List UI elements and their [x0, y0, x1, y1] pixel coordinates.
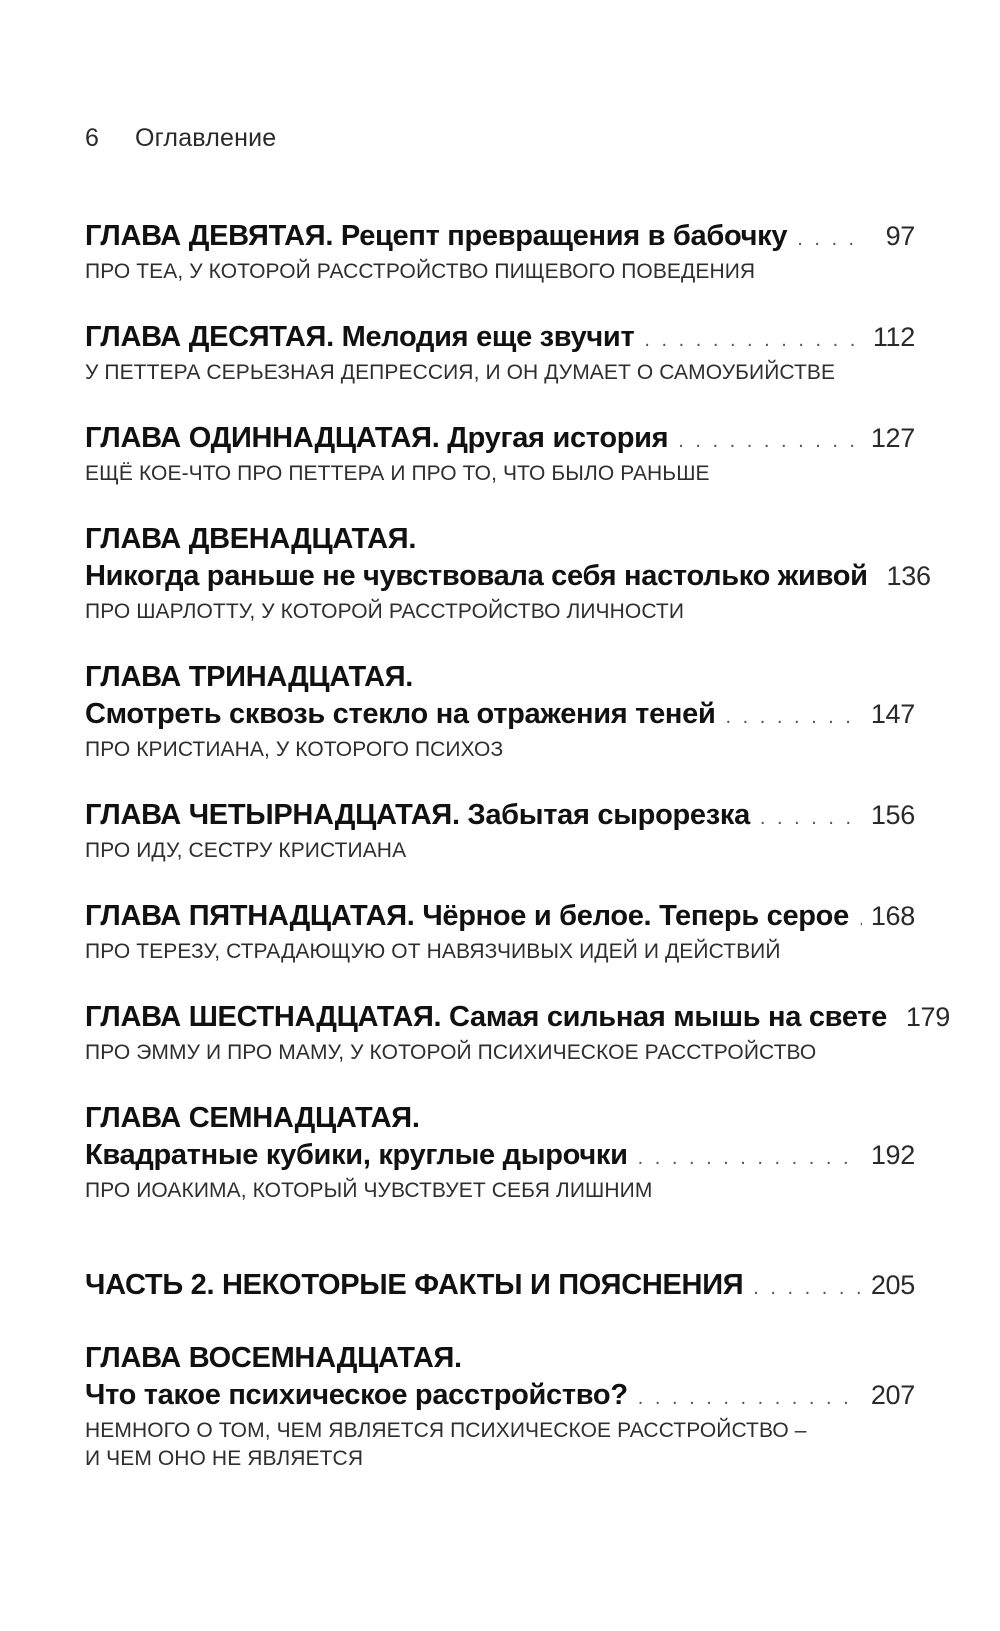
dot-leader [753, 1270, 862, 1307]
chapter-title: Другая история [447, 422, 669, 454]
toc-title-row [85, 420, 915, 460]
dot-leader [760, 800, 862, 837]
running-header [85, 124, 276, 153]
toc-subtitle: ПРО ИОАКИМА, КОТОРЫЙ ЧУВСТВУЕТ СЕБЯ ЛИШНИМ [85, 1179, 653, 1202]
header-title: Оглавление [135, 124, 277, 152]
page-reference: 112 [872, 322, 915, 352]
toc-subtitle: ПРО КРИСТИАНА, У КОТОРОГО ПСИХОЗ [85, 738, 504, 761]
toc-title-row [85, 1377, 915, 1417]
toc-subtitle: ПРО ТЕА, У КОТОРОЙ РАССТРОЙСТВО ПИЩЕВОГО ПОВЕДЕНИЯ [85, 260, 756, 283]
toc-title-row [85, 558, 931, 598]
toc-title [85, 999, 887, 1036]
page-reference: 136 [886, 561, 931, 591]
chapter-title: Мелодия еще звучит [341, 321, 635, 353]
toc-title-row [85, 696, 915, 736]
dot-leader [859, 901, 862, 938]
chapter-title: Чёрное и белое. Теперь серое [422, 900, 849, 932]
dot-leader [644, 322, 862, 359]
toc-title [85, 420, 668, 457]
toc-title-row [85, 218, 915, 258]
chapter-title: Что такое психическое расстройство? [85, 1379, 628, 1411]
chapter-label: ГЛАВА ПЯТНАДЦАТАЯ. [85, 900, 415, 932]
toc-title-row [85, 319, 915, 359]
part-title: ЧАСТЬ 2. НЕКОТОРЫЕ ФАКТЫ И ПОЯСНЕНИЯ [85, 1269, 744, 1301]
page-reference: 207 [870, 1380, 915, 1410]
dot-leader [678, 423, 862, 460]
chapter-title: Самая сильная мышь на свете [449, 1001, 887, 1033]
chapter-label: ГЛАВА СЕМНАДЦАТАЯ. [85, 1102, 420, 1134]
toc-title [85, 319, 634, 356]
chapter-title: Смотреть сквозь стекло на отражения теней [85, 698, 716, 730]
page-reference: 97 [885, 221, 915, 251]
table-of-contents [85, 218, 950, 1506]
page-reference: 147 [870, 699, 915, 729]
toc-entry-chapter-14[interactable] [85, 797, 915, 865]
toc-entry-chapter-17[interactable] [85, 1100, 915, 1205]
toc-entry-chapter-9[interactable] [85, 218, 915, 286]
toc-entry-chapter-15[interactable] [85, 898, 915, 966]
toc-subtitle: ЕЩЁ КОЕ-ЧТО ПРО ПЕТТЕРА И ПРО ТО, ЧТО БЫЛО РАНЬШЕ [85, 462, 710, 485]
toc-subtitle-line: НЕМНОГО О ТОМ, ЧЕМ ЯВЛЯЕТСЯ ПСИХИЧЕСКОЕ РАССТРОЙСТВО – [85, 1419, 807, 1442]
toc-subtitle: ПРО ШАРЛОТТУ, У КОТОРОЙ РАССТРОЙСТВО ЛИЧНОСТИ [85, 600, 685, 623]
chapter-title: Рецепт превращения в бабочку [340, 220, 788, 252]
toc-title-row [85, 1267, 915, 1307]
toc-subtitle: У ПЕТТЕРА СЕРЬЕЗНАЯ ДЕПРЕССИЯ, И ОН ДУМАЕТ О САМОУБИЙСТВЕ [85, 361, 836, 384]
toc-subtitle-line: И ЧЕМ ОНО НЕ ЯВЛЯЕТСЯ [85, 1447, 364, 1470]
chapter-label: ГЛАВА ДЕВЯТАЯ. [85, 220, 334, 252]
chapter-label: ГЛАВА ШЕСТНАДЦАТАЯ. [85, 1001, 442, 1033]
chapter-title: Забытая сырорезка [467, 799, 750, 831]
dot-leader [797, 221, 862, 258]
toc-entry-chapter-16[interactable] [85, 999, 950, 1067]
toc-entry-chapter-18[interactable] [85, 1340, 915, 1473]
toc-title [85, 218, 787, 255]
toc-entry-chapter-10[interactable] [85, 319, 915, 387]
chapter-label: ГЛАВА ОДИННАДЦАТАЯ. [85, 422, 440, 454]
dot-leader [638, 1380, 862, 1417]
dot-leader [726, 699, 863, 736]
toc-title-row [85, 797, 915, 837]
page-reference: 205 [870, 1270, 915, 1300]
chapter-label: ГЛАВА ЧЕТЫРНАДЦАТАЯ. [85, 799, 460, 831]
toc-title-row [85, 1137, 915, 1177]
toc-entry-part-2[interactable] [85, 1267, 915, 1307]
chapter-label: ГЛАВА ВОСЕМНАДЦАТАЯ. [85, 1342, 462, 1374]
page-reference: 179 [905, 1002, 950, 1032]
chapter-title: Квадратные кубики, круглые дырочки [85, 1139, 628, 1171]
toc-entry-chapter-11[interactable] [85, 420, 915, 488]
toc-title [85, 797, 750, 834]
chapter-label: ГЛАВА ДВЕНАДЦАТАЯ. [85, 523, 417, 555]
toc-subtitle: ПРО ТЕРЕЗУ, СТРАДАЮЩУЮ ОТ НАВЯЗЧИВЫХ ИДЕЙ И ДЕЙСТВИЙ [85, 940, 781, 963]
page-reference: 192 [870, 1140, 915, 1170]
page-reference: 127 [870, 423, 915, 453]
toc-title [85, 898, 849, 935]
chapter-label: ГЛАВА ДЕСЯТАЯ. [85, 321, 334, 353]
chapter-label: ГЛАВА ТРИНАДЦАТАЯ. [85, 661, 414, 693]
toc-subtitle: ПРО ИДУ, СЕСТРУ КРИСТИАНА [85, 839, 407, 862]
toc-entry-chapter-13[interactable] [85, 659, 915, 764]
toc-subtitle: ПРО ЭММУ И ПРО МАМУ, У КОТОРОЙ ПСИХИЧЕСКОЕ РАССТРОЙСТВО [85, 1041, 817, 1064]
dot-leader [638, 1140, 862, 1177]
page-reference: 156 [870, 800, 915, 830]
chapter-title: Никогда раньше не чувствовала себя настолько живой [85, 560, 868, 592]
page-reference: 168 [870, 901, 915, 931]
page-number: 6 [85, 124, 100, 152]
toc-title-row [85, 999, 950, 1039]
toc-title-row [85, 898, 915, 938]
toc-entry-chapter-12[interactable] [85, 521, 931, 626]
